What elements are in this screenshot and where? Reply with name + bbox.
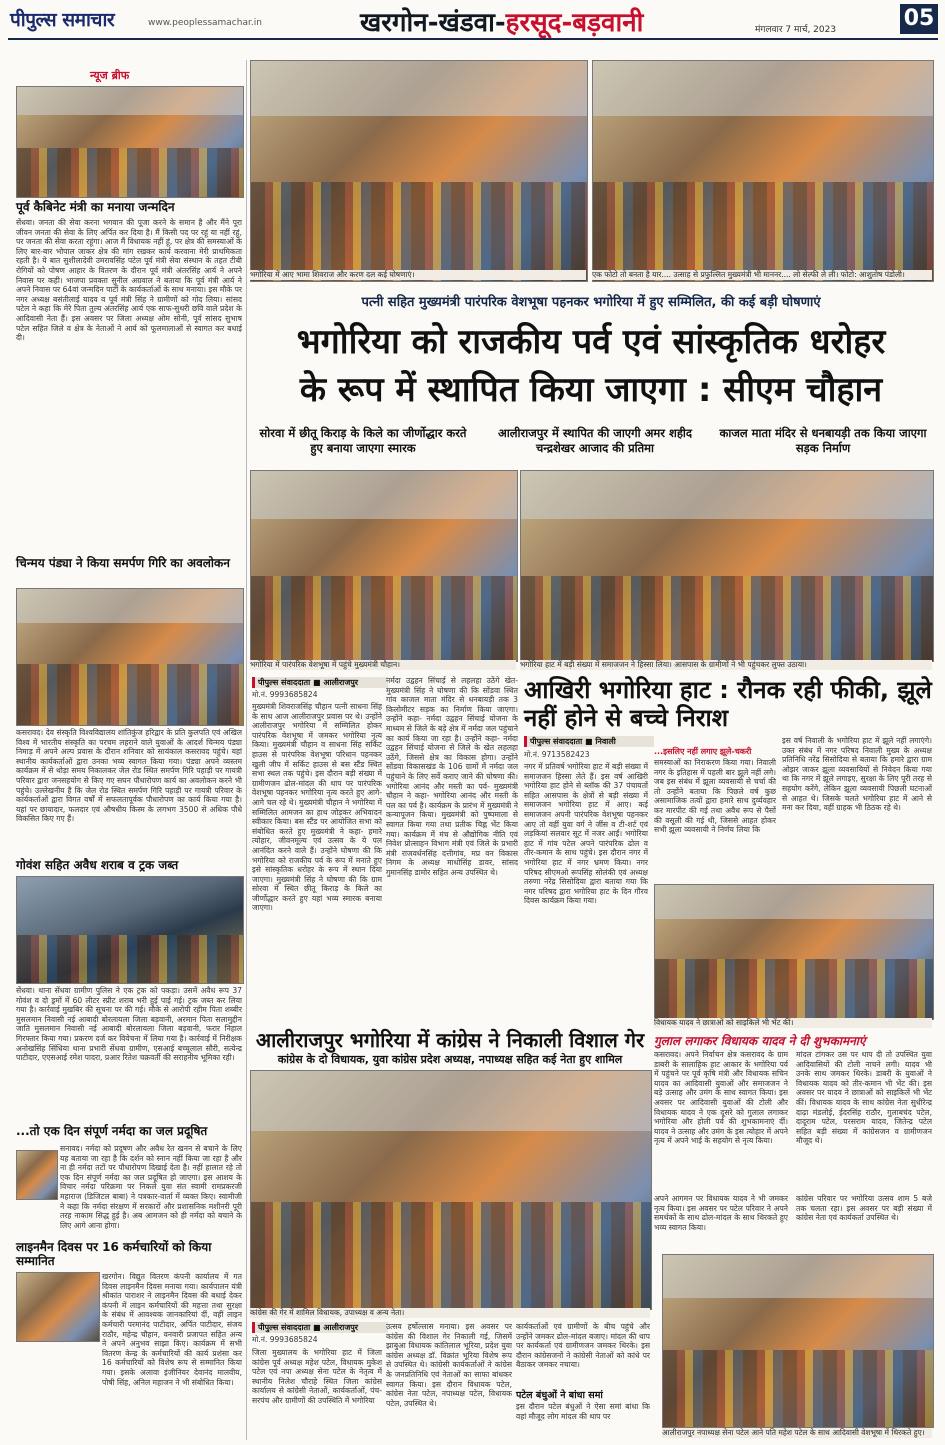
top-caption-right: एक फोटो तो बनता है यार.... उत्साह से प्रफुल्लित मुख्यमंत्री भी माननर.... लो सेल्फी ले ली। फोटो: आशुतोष पंडोली। bbox=[592, 270, 932, 280]
cm-byline: पीपुल्स संवाददाता ■ आलीराजपुर bbox=[252, 677, 388, 688]
column-divider bbox=[246, 60, 247, 1440]
headline-line2: के रूप में स्थापित किया जाएगा : सीएम चौहान bbox=[299, 370, 883, 410]
page-number: 05 bbox=[900, 4, 938, 34]
story2-body: कसरावद। देव संस्कृति विश्वविद्यालय शांतिकुंज हरिद्वार के प्रति कुलपति एवं अखिल विश्व में भारतीय संस्कृति का परचम लहराने वाले युवाओं के आदर्श चिन्मय पंड्या निमाड़ में अपने अल्प प्रवास के दौरान शनिवार को सायंकाल कसरावद पहुंचे। यहां स्थानीय कार्यकर्ताओं द्वारा उनका भव्य स्वागत किया गया। पंड्या अपने व्यस्तम कार्यक्रम में से थोड़ा समय निकालकर जेल रोड स्थित समर्पण गिरि पहाड़ी पर गायत्री परिवार द्वारा जनसहयोग से किए गए सघन पौधारोपण कार्य का अवलोकन करने भी पहुंचे। उल्लेखनीय है कि जेल रोड स्थित समर्पण गिरि पहाड़ी पर गायत्री परिवार के कार्यकर्ताओं द्वारा विगत वर्षों में सफलतापूर्वक पौधारोपण का कार्य किया गया है। यहां पर छायादार, फलदार एवं औषधीय किस्म के लगभग 3500 से अधिक पौधे विकसित किए गए हैं। bbox=[16, 728, 242, 824]
baba-photo bbox=[16, 1150, 58, 1200]
headline-line1: भगोरिया को राजकीय पर्व एवं सांस्कृतिक धरोहर bbox=[296, 322, 886, 362]
section-label: न्यूज ब्रीफ bbox=[90, 69, 130, 82]
congress-subhead2: पटेल बंधुओं ने बांधा समां bbox=[516, 1390, 603, 1401]
cm-selfie-photo bbox=[592, 60, 934, 282]
masthead-rule bbox=[8, 38, 938, 40]
truck-photo bbox=[16, 876, 244, 984]
masthead-logo: पीपुल्स समाचार bbox=[10, 9, 115, 31]
subhead-1: सोरवा में छीतू किराड़ के किले का जीर्णोद्धार करते हुए बनाया जाएगा स्मारक bbox=[259, 426, 467, 455]
mid-caption-left: भगोरिया में पारंपरिक वेशभूषा में पहुंचे मुख्यमंत्री चौहान। bbox=[250, 660, 516, 670]
congress-ger-photo bbox=[250, 1070, 652, 1310]
lineman-photo bbox=[16, 1272, 100, 1342]
congress-subhead: कांग्रेस के दो विधायक, युवा कांग्रेस प्रदेश अध्यक्ष, नपाध्यक्ष सहित कई नेता हुए शामिल bbox=[277, 1053, 623, 1066]
story1-title: पूर्व कैबिनेट मंत्री का मनाया जन्मदिन bbox=[16, 200, 175, 214]
gulal-body-f: अपने आगमन पर विधायक यादव ने भी जमकर नृत्य किया। इस अवसर पर पटेल परिवार ने अपने समर्थकों के साथ ढोल-मांदल के साथ थिरकते हुए भव्य स्वागत किया। bbox=[654, 1194, 788, 1232]
congress-byline: पीपुल्स संवाददाता ■ आलीराजपुर bbox=[252, 1322, 388, 1333]
congress-body-a: जिला मुख्यालय के भगोरिया हाट में जिला कांग्रेस पूर्व अध्यक्ष महेश पटेल, विधायक मुकेश पटेल एवं नपा अध्यक्ष सेना पटेल के नेतृत्व में स्थानीय निलेश चौराहे स्थित जिला कांग्रेस कार्यालय से कांग्रेसी नेताओं, कार्यकर्ताओं, पंच-सरपंच और ग्रामीणों की उपस्थिति में भगोरिया bbox=[252, 1348, 382, 1405]
title-part1: खरगोन-खंडवा- bbox=[360, 8, 506, 38]
cm-phone: मो.नं. 9993685824 bbox=[252, 690, 318, 699]
congress-photo-caption: कांग्रेस की गेर में शामिल विधायक, उपाध्यक्ष व अन्य नेता। bbox=[250, 1308, 650, 1318]
congress-body-d: इस दौरान पटेल बंधुओं ने ऐसा समां बांधा कि वहां मौजूद लोग मांदल की थाप पर bbox=[516, 1402, 650, 1421]
mla-photo-caption: विधायक यादव ने छात्राओं को साइकिलें भी भेंट कीं। bbox=[654, 1018, 932, 1028]
gulal-body-d: कसरावद। अपने निर्वाचन क्षेत्र कसरावद के ग्राम डाबरी के सालाहिक हाट आकार के भगोरिया पर्व में पहुंचने पर पूर्व कृषि मंत्री और विधायक सचिन यादव का आदिवासी युवाओं और समाजजन ने बड़े उत्साह और उमंग के साथ स्वागत किया। इस अवसर पर आदिवासी युवाओं की टोली और विधायक यादव ने एक दूसरे को गुलाल लगाकर भगोरिया और होली पर्व की शुभकामनाएं दीं। यादव ने उत्साह और उमंग के इस त्योहार में अपने नृत्य में अपने भाई के सहयोग से नृत्य किया। bbox=[654, 1050, 788, 1146]
top-caption-left: भगोरिया में आए भामा शिवराज और करण दल कई घोषणाएं। bbox=[250, 270, 586, 280]
title-part2: हरसूद-बड़वानी bbox=[505, 8, 644, 38]
story5-body: खरगोन। विद्युत वितरण कंपनी कार्यालय में गत दिवस लाइनमैन दिवस मनाया गया। कार्यपालन यंत्री श्रीकांत पाराशर ने लाइनमैन दिवस की बधाई देकर कंपनी में लाइन कर्मचारियों की महत्ता तथा सुरक्षा के संबंध में आवश्यक जानकारियां दीं, वहीं लाइन कर्मचारी परमानंद पाटीदार, अर्पित पाटीदार, संजय राठौर, महेन्द्र चौहान, वनवारी प्रजापत सहित अन्य ने अपने अनुभव साझा किए। कार्यक्रम में सभी वितरण केन्द्र के कर्मचारियों की कार्य प्रशंसा कर 16 कर्मचारियों को विशेष रूप से सम्मानित किया गया। इसके अलावा इंजीनियर देवानंद मालवीय, पोषी सिंह, अनिल महाजन ने भी संबोधित किया। bbox=[102, 1272, 242, 1387]
bhagoria-phone: मो.नं. 9713582423 bbox=[524, 750, 590, 759]
congress-headline: आलीराजपुर भगोरिया में कांग्रेस ने निकाली विशाल गेर bbox=[255, 1028, 645, 1052]
mla-cycle-photo bbox=[654, 884, 934, 1020]
story3-title: गोवंश सहित अवैध शराब व ट्रक जब्त bbox=[16, 858, 179, 872]
gulal-body-e: मांदल टांगकर उस पर थाप दी तो उपस्थित युवा आदिवासियों की टोली नाचने लगी। यादव भी उनके साथ जमकर थिरके। डाबरी के युवाओं ने विधायक यादव को तीर-कमान भी भेंट की। इस अवसर पर यादव ने छात्राओं को साइकिलें भी भेंट कीं। विधायक यादव के साथ कांग्रेस नेता सुधीरेन्द्र दाढ़ा मंडलोई, ईदरसिंह राठौर, गुलाबचंद पटेल, दादूराम पटेल, परसराम यादव, जितेन्द्र पटेल सहित बड़ी संख्या में कांग्रेसजन व ग्रामीणजन मौजूद थे। bbox=[796, 1050, 932, 1146]
pandya-photo bbox=[16, 588, 244, 726]
bhagoria-body-b: समस्याओं का निराकरण किया गया। निवाली नगर के इतिहास में पहली बार झूले नहीं लगे। जब इस संबंध में झूला व्यवसायी से चर्चा की तो उन्होंने बताया कि पिछले वर्ष कुछ असामाजिक तत्वों द्वारा हमारे साथ दुर्व्यवहार कर मारपीट की गई तथा अवैध रूप से पैसों की वसूली की गई थी, जिससे आहत होकर सभी झूला व्यवसायी ने निर्णय लिया कि bbox=[654, 758, 776, 835]
haat-crowd-photo bbox=[520, 470, 934, 662]
sena-patel-photo bbox=[662, 1254, 934, 1428]
congress-body-b: उत्सव हर्षोल्लास मनाया। इस अवसर पर कांग्रेस की विशाल गेर निकाली गई, जिसमें झाबुआ विधायक कांतिलाल भूरिया, प्रदेश युवा कांग्रेस अध्यक्ष डॉ. विक्रांत भूरिया विशेष रूप से उपस्थित थे। कांग्रेसी कार्यकर्ताओं ने कांग्रेस के जनप्रतिनिधि एवं नेताओं का साफा बांधकर स्वागत किया। इस दौरान विधायक पटेल, कांग्रेस नेता पटेल, नपाध्यक्ष पटेल, विधायक पटेल, उपस्थित थे। bbox=[386, 1322, 512, 1408]
story3-body: सेंधवा। थाना सेंधवा ग्रामीण पुलिस ने एक ट्रक को पकड़ा। उसमें अवैध रूप 37 गोवंश व दो ड्रमों में 60 लीटर स्प्रीट शराब भरी हुई पाई गई। ट्रक जब्त कर लिया गया है। कार्रवाई मुखबिर की सूचना पर की गई। मौके से आरोपी रहीम पिता शब्बीर मुसलमान निवासी नई आबादी बोरलायला जिला बड़वानी, अरमान पिता सलामुद्दीन जाति मुसलमान निवासी नई आबादी बोरलायला जिला बड़वानी, फरार निहाल गिरफ्तार किया गया। प्रकरण दर्ज कर विवेचना में लिया गया है। कार्रवाई में निरीक्षक अनोखसिंह सिंधिया थाना प्रभारी सेंधवा ग्रामीण, एसआई बच्चूलाल सौरी, सत्येन्द्र पाटीदार, एएसआई रमेश पादरा, प्रआर रितेश चक्रवर्ती की सराहनीय भूमिका रही। bbox=[16, 986, 242, 1063]
masthead-url[interactable]: www.peoplessamachar.in bbox=[148, 18, 262, 28]
cm-body-b: नर्मदा उद्वहन सिंचाई से लहलहा उठेंगे खेत-मुख्यमंत्री सिंह ने घोषणा की कि सोंडवा स्थित गांव काजल माता मंदिर से धनबायड़ी तक 3 किलोमीटर सड़क का निर्माण किया जाएगा। उन्होंने कहा- नर्मदा उद्वहन सिंचाई योजना के माध्यम से जिले के बड़े क्षेत्र में नर्मदा जल पहुंचाने का कार्य किया जा रहा है। उन्होंने कहा- नर्मदा उद्वहन सिंचाई योजना से जिले के खेत लहलहा उठेंगे, जिससे क्षेत्र का विकास होगा। उन्होंने सोंडवा विकासखंड के 106 ग्रामों में नर्मदा जल पहुंचाने के लिए सर्वे कराए जाने की घोषणा की। भगोरिया आनंद और मस्ती का पर्व- मुख्यमंत्री चौहान ने कहा- भगोरिया आनंद और मस्ती के पल का पर्व है। कार्यक्रम के प्रारंभ में मुख्यमंत्री ने कन्यापूजन किया। मुख्यमंत्री को पुष्पमाला से स्वागत किया गया तथा प्रतीक चिह्न भेंट किया गया। कार्यक्रम में मंच से औद्योगिक नीति एवं निवेश प्रोत्साहन विभाग मंत्री एवं जिले के प्रभारी मंत्री राजवर्धनसिंह दत्तीगांव, मप्र वन विकास निगम के अध्यक्ष माधोसिंह डावर, सांसद गुमानसिंह डामोर सहित अन्य उपस्थित थे। bbox=[386, 676, 518, 877]
gulal-body-g: कांग्रेस परिवार पर भगोरिया उत्सव शाम 5 बजे तक चलता रहा। इस अवसर पर बड़ी संख्या में कांग्रेस नेता एवं कार्यकर्ता उपस्थित थे। bbox=[796, 1194, 932, 1223]
story4-title: ...तो एक दिन संपूर्ण नर्मदा का जल प्रदूषित bbox=[16, 1124, 208, 1138]
gulal-subhead: गुलाल लगाकर विधायक यादव ने दी शुभकामनाएं bbox=[654, 1034, 866, 1048]
cm-dance-photo bbox=[250, 470, 518, 662]
story2-title: चिन्मय पंड्या ने किया समर्पण गिरि का अवलोकन bbox=[16, 556, 230, 570]
bhagoria-subhead: ...इसलिए नहीं लगाए झूले-चकरी bbox=[654, 747, 752, 756]
bhagoria-byline: पीपुल्स संवाददाता ■ निवाली bbox=[524, 736, 654, 747]
story1-body: सेंधवा। जनता की सेवा करना भगवान की पूजा करने के समान है और मैंने पूरा जीवन जनता की सेवा के लिए अर्पित कर दिया है। मैं किसी पद पर रहूं या नहीं रहूं, पर जनता की सेवा करता रहूंगा। आज मैं विधायक नहीं हूं, पर क्षेत्र की समस्याओं के लिए बार-बार भोपाल जाकर क्षेत्र की मांग रखकर कार्य करवाना मेरी प्राथमिकता रहती है। ये बात सुशीलादेवी उमरावसिंह पटेल पूर्व मंत्री सेवा संस्थान के तहत टीबी रोगियों को पोषण आहार के वितरण के दौरान पूर्व मंत्री अंतरसिंह आर्य ने अपने निवास पर कही। भाजपा प्रवक्ता सुनील अग्रवाल ने बताया कि पूर्व मंत्री आर्य ने अपने निवास पर 64वां जन्मदिन पार्टी के कार्यकर्ताओं के साथ मनाया। इस मौके पर नगर अध्यक्ष बसंतीलाई यादव व पूर्व मंत्री सिंह ने ग्रामीणों को गोद लिया। सांसद पटेल ने कहा कि मेरे पिता तुल्य अंतरसिंह आर्य एक साफ-सुथरी छवि वाले प्रदेश के आदिवासी नेता हैं। इस अवसर पर जिला अध्यक्ष ओम सोनी, पूर्व सांसद सुभाष पटेल सहित जिले व क्षेत्र के नेताओं ने आर्य को फूलमालाओं से स्वागत कर बधाई दी। bbox=[16, 218, 242, 343]
birthday-photo bbox=[16, 86, 244, 198]
mid-caption-right: भगोरिया हाट में बड़ी संख्या में समाजजन ने हिस्सा लिया। आसपास के ग्रामीणों ने भी पहुंचकर लुफ्त उठाया। bbox=[520, 660, 932, 670]
story5-title: लाइनमैन दिवस पर 16 कर्मचारियों को किया सम्मानित bbox=[16, 1240, 212, 1268]
congress-phone: मो.नं. 9993685824 bbox=[252, 1335, 318, 1344]
bhagoria-body-c: इस वर्ष निवाली के भगोरिया हाट में झूले नहीं लगाएंगे। उक्त संबंध में नगर परिषद निवाली मुख्य के अध्यक्ष प्रतिनिधि नरेंद्र सिसोदिया से बताया कि हमारे द्वारा ग्राम ओझर जाकर झूला व्यवसायियों से निवेदन किया गया था कि नगर में झूले लगाइए, सुरक्षा के लिए पूरी तरह से सहयोग करेंगे, लेकिन झूला व्यवसायी पिछली घटनाओं से आहत थे। जिसके चलते भगोरिया हाट में आने से मना कर दिया, वहीं ग्राहक भी ठिठक रहे थे। bbox=[782, 736, 932, 813]
page-date: मंगलवार 7 मार्च, 2023 bbox=[755, 25, 837, 35]
subhead-2: आलीराजपुर में स्थापित की जाएगी अमर शहीद चन्द्रशेखर आजाद की प्रतिमा bbox=[497, 426, 693, 455]
cm-body-a: मुख्यमंत्री शिवराजसिंह चौहान पत्नी साधना सिंह के साथ आज आलीराजपुर प्रवास पर थे। उन्होंने आलीराजपुर भगोरिया में सम्मिलित होकर पारंपरिक वेशभूषा में जमकर भगोरिया नृत्य किया। मुख्यमंत्री चौहान व साधना सिंह सर्किट हाउस से पारंपरिक वेशभूषा परिधान पहनकर खुली जीप में सर्किट हाउस से बस स्टैंड स्थित सभा स्थल तक पहुंचे। इस दौरान बड़ी संख्या में ग्रामीणजन ढोल-मांदल की थाप पर पारंपरिक वेशभूषा पहनकर भगोरिया नृत्य करते हुए आगे-आगे चल रहे थे। मुख्यमंत्री चौहान ने भगोरिया में सम्मिलित आमजन का हाथ जोड़कर अभिवादन स्वीकार किया। बस स्टैंड पर आयोजित सभा को संबोधित करते हुए मुख्यमंत्री ने कहा- हमारे त्योहार, जीवनमूल्य एवं उत्सव के ये पल आनंदित करने वाले हैं। उन्होंने घोषणा की कि भगोरिया को राजकीय पर्व के रूप में मनाते हुए इसे सांस्कृतिक धरोहर के रूप में स्थान दिया जाएगा। मुख्यमंत्री सिंह ने घोषणा की कि ग्राम सोरवा में स्थित छीतू किराड़ के किले का जीर्णोद्धार करते हुए यहां भव्य स्मारक बनाया जाएगा। bbox=[252, 702, 382, 913]
sena-patel-caption: आलीराजपुर नपाध्यक्ष सेना पटेल आने पति महेश पटेल के साथ आदिवासी वेशभूषा में थिरकते हुए। bbox=[662, 1428, 932, 1438]
kicker: पत्नी सहित मुख्यमंत्री पारंपरिक वेशभूषा पहनकर भगोरिया में हुए सम्मिलित, की कई बड़ी घोषणाएं bbox=[361, 295, 821, 310]
cm-jeep-photo bbox=[250, 60, 588, 282]
subhead-3: काजल माता मंदिर से धनबायड़ी तक किया जाएगा सड़क निर्माण bbox=[719, 426, 927, 455]
congress-body-c: कार्यकर्ताओं एवं ग्रामीणों के बीच पहुंचे और उन्होंने जमकर ढोल-मांदल बजाए। मांदल की थाप पर कार्यकर्ता एवं ग्रामीणजन जमकर थिरके। इस दौरान कांग्रेसजनों ने कांग्रेसी नेताओं को कांधे पर बैठाकर जमकर नचाया। bbox=[516, 1322, 650, 1370]
bhagoria-body-a: नगर में प्रतिवर्ष भगोरिया हाट में बड़ी संख्या में समाजजन हिस्सा लेते हैं। इस वर्ष आखिरी भगोरिया हाट होने से ब्लॉक की 37 पंचायतों सहित आसपास के क्षेत्रों से बड़ी संख्या में समाजजन भगोरिया हाट में आए। कई समाजजन अपनी पारंपरिक वेशभूषा पहनकर आए तो वहीं युवा वर्ग ने जींस व टी-शर्ट एवं लड़कियां सलवार सूट में नजर आईं। भगोरिया हाट में गांव पटेल अपने पारंपरिक ढोल व तीर-कमान के साथ पहुंचे। इस दौरान नगर में भगोरिया हाट में नगर भ्रमण किया। नगर परिषद सीएमओ रूपसिंह सोलंकी एवं अध्यक्ष तरुणा नरेंद्र सिसोदिया द्वारा बताया गया कि नगर परिषद द्वारा भगोरिया हाट के दिन गौरव दिवस कार्यक्रम किया गया। bbox=[524, 762, 648, 906]
story4-body: सनावद। नर्मदा को प्रदूषण और अवैध रेत खनन से बचाने के लिए यह बताया जा रहा है कि दर्शन को स्नान नहीं किया जा रहा है और ना ही नर्मदा तटों पर पौधारोपण दिखाई देता है। नहीं हालात रहे तो एक दिन संपूर्ण नर्मदा का जल प्रदूषित हो जाएगा। इस आशय के विचार नर्मदा परिक्रमा पर निकले युवा संत स्वामी रामप्रकरजी महाराज (डिजिटल बाबा) ने पत्रकार-वार्ता में व्यक्त किए। स्वामीजी ने कहा कि नर्मदा संरक्षण में सरकारों और प्रशासनिक मशीनरी पूरी तरह नाकाम सिद्ध हुई है। अब आमजन को ही नर्मदा को बचाने के लिए आगे आना होगा। bbox=[60, 1144, 242, 1230]
bhagoria-headline: आखिरी भगोरिया हाट : रौनक रही फीकी, झूले नहीं होने से बच्चे निराश bbox=[524, 676, 932, 732]
